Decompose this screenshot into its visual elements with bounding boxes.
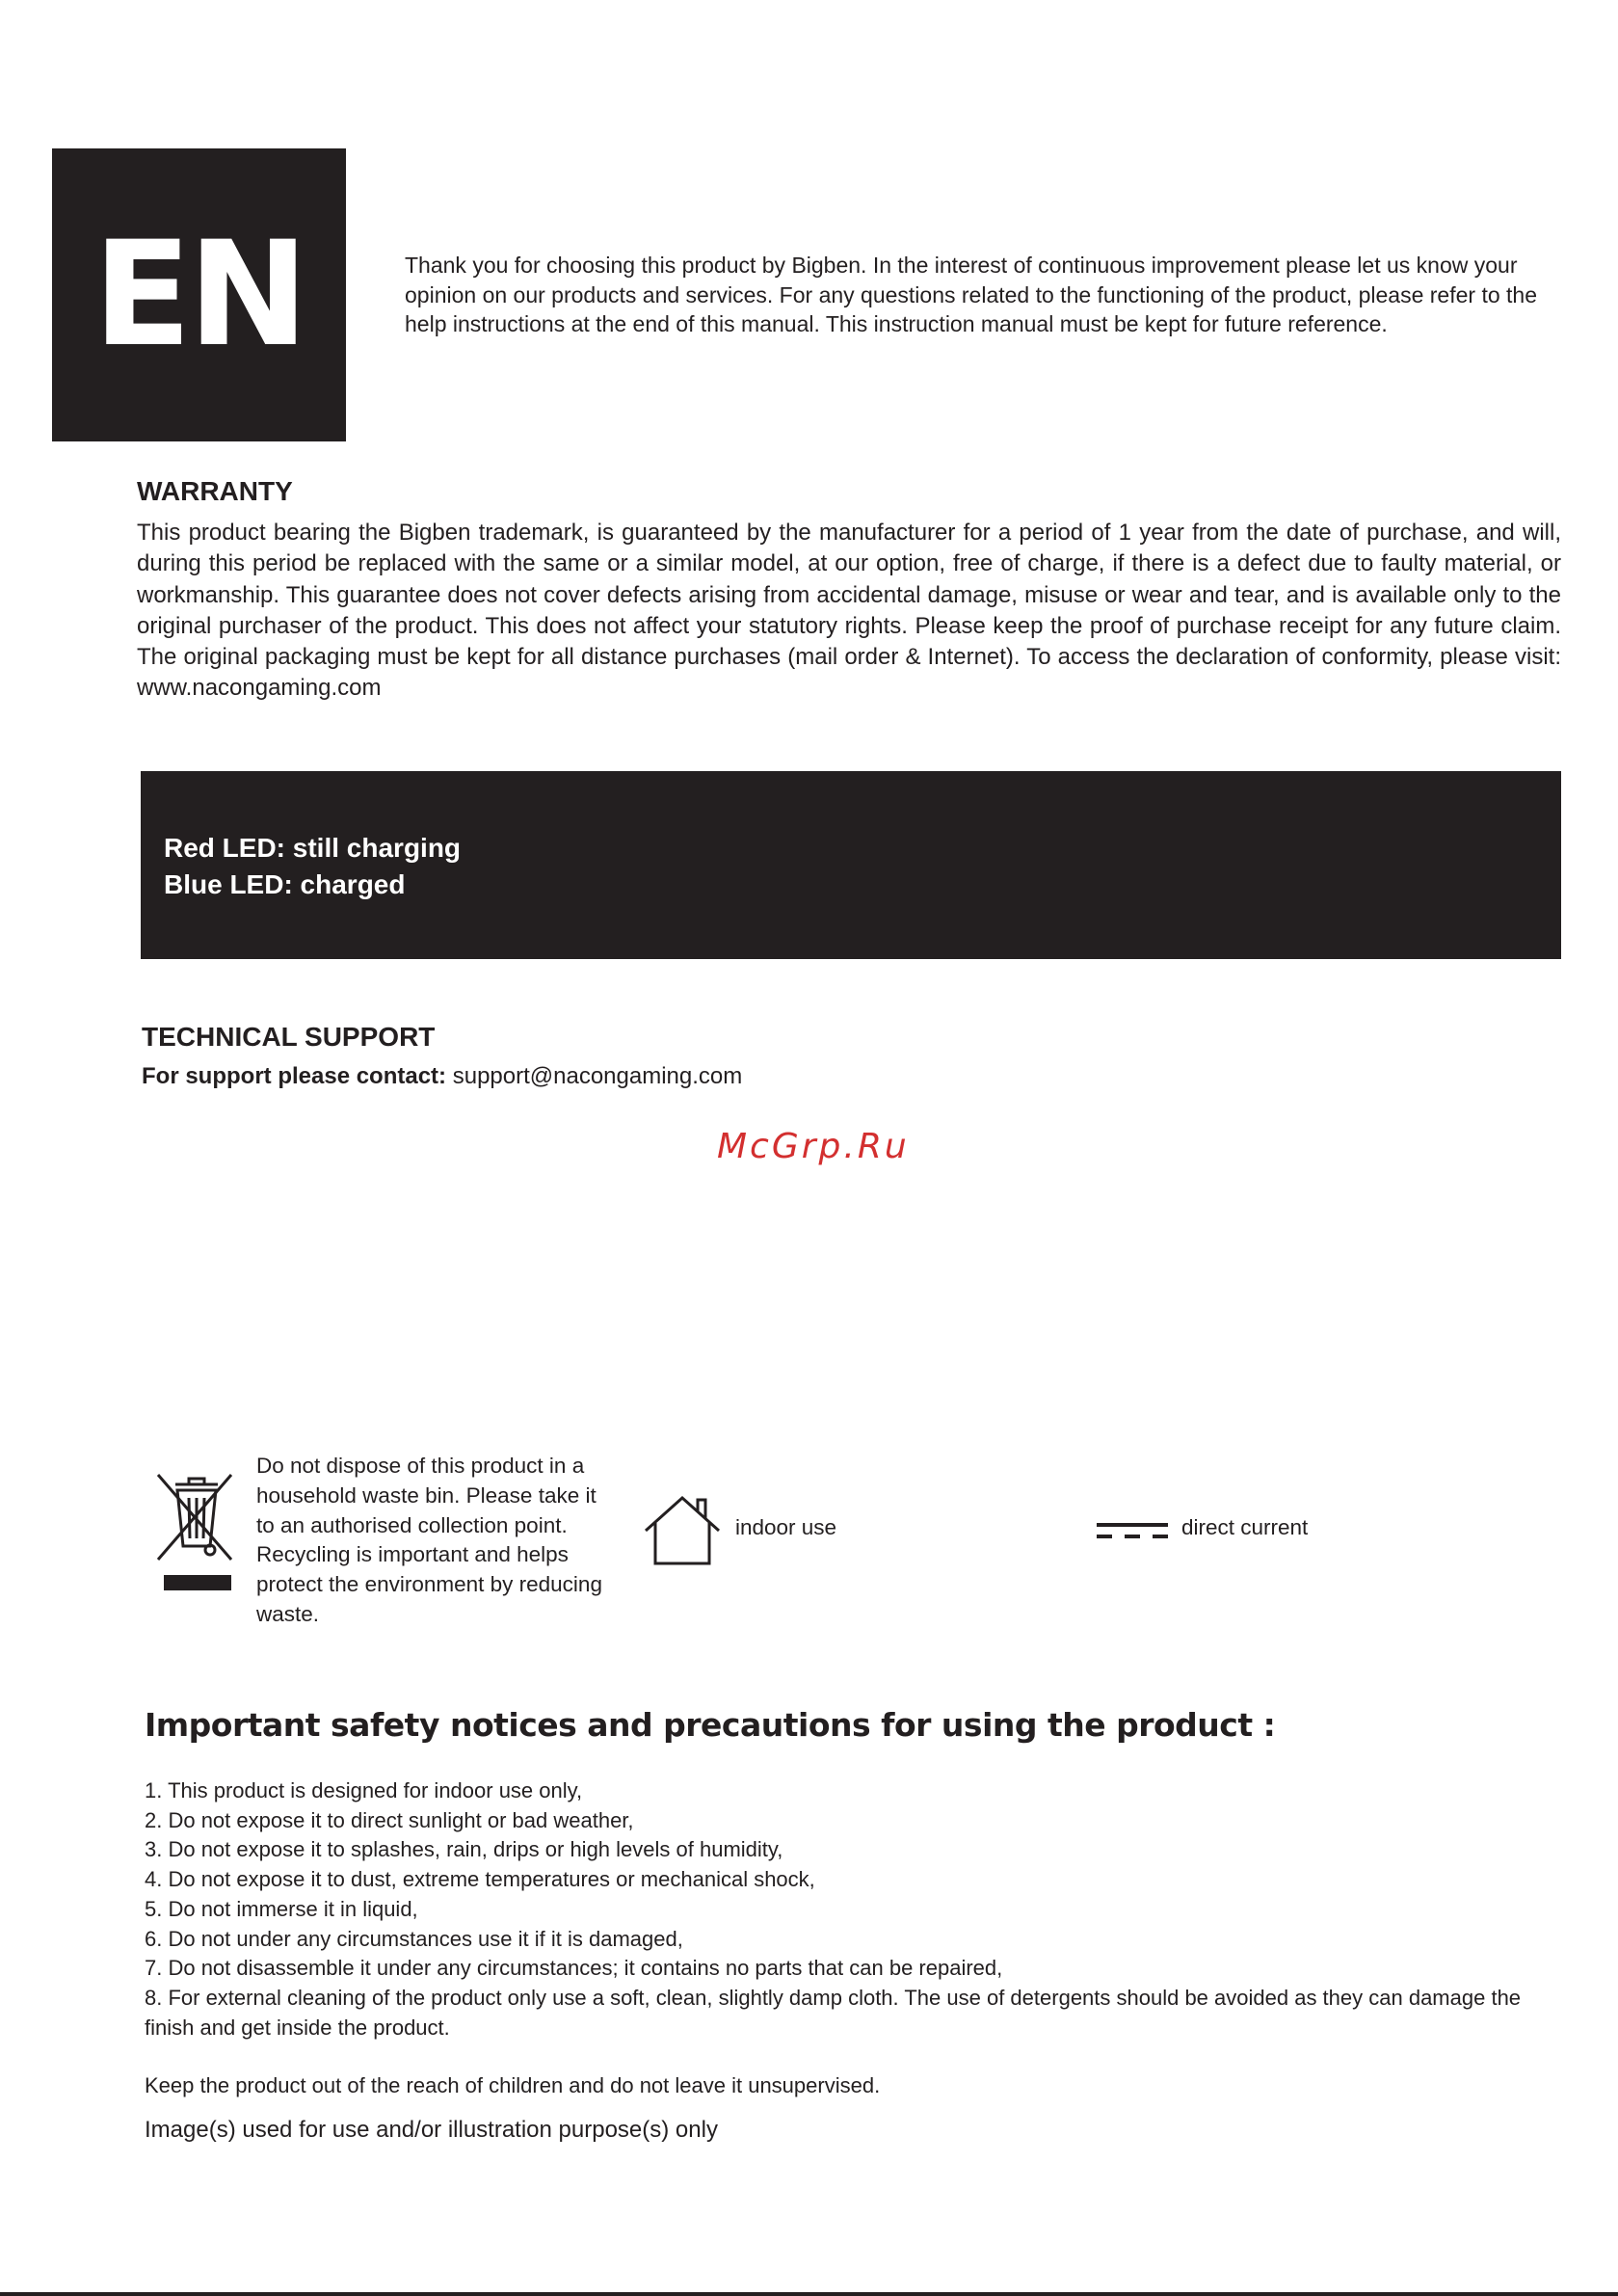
illustration-note: Image(s) used for use and/or illustration purpose(s) only [145,2117,718,2143]
children-note: Keep the product out of the reach of children and do not leave it unsupervised. [145,2073,881,2097]
safety-item: 6. Do not under any circumstances use it if it is damaged, [145,1926,683,1951]
safety-heading: Important safety notices and precautions for using the product : [145,1706,1276,1744]
intro-paragraph: Thank you for choosing this product by Bigben. In the interest of continuous improvement please let us know your opinion on our products and services. For any questions related to the functioning of the product, please refer to the help instructions at the end of this manual. This instruction manual must be kept for future reference. [405,253,1537,336]
support-label: For support please contact: [142,1063,447,1089]
bottom-rule [0,2292,1618,2296]
language-code: EN [93,211,305,379]
direct-current-label: direct current [1181,1515,1309,1539]
support-email[interactable]: support@nacongaming.com [452,1063,743,1089]
safety-item: 1. This product is designed for indoor use only, [145,1778,583,1802]
house-icon [642,1494,723,1567]
support-contact [142,1063,742,1090]
language-badge [52,148,346,441]
safety-item: 2. Do not expose it to direct sunlight or bad weather, [145,1807,634,1832]
safety-item: 3. Do not expose it to splashes, rain, drips or high levels of humidity, [145,1837,783,1862]
safety-item: 8. For external cleaning of the product only use a soft, clean, slightly damp cloth. The use of detergents should be avoided as they can damage the finish and get inside the product. [145,1985,1522,2040]
safety-item: 4. Do not expose it to dust, extreme temperatures or mechanical shock, [145,1867,815,1892]
warranty-body: This product bearing the Bigben trademark, is guaranteed by the manufacturer for a period of 1 year from the date of purchase, and will, during this period be replaced with the same or a similar model, at our option, free of charge, if there is a defect due to faulty material, or workmanship. This guarantee does not cover defects arising from accidental damage, misuse or wear and tear, and is available only to the original purchaser of the product. This does not affect your statutory rights. Please keep the proof of purchase receipt for any future claim. The original packaging must be kept for all distance purchases (mail order & Internet). To access the declaration of conformity, please visit: www.nacongaming.com [137,520,1561,702]
support-heading: TECHNICAL SUPPORT [142,1022,436,1052]
indoor-use-label: indoor use [735,1515,837,1539]
safety-list [145,1776,1566,2042]
led-red-status: Red LED: still charging [164,833,462,863]
led-blue-status: Blue LED: charged [164,869,406,899]
direct-current-icon [1097,1521,1168,1542]
safety-item: 7. Do not disassemble it under any circumstances; it contains no parts that can be repaired, [145,1956,1003,1981]
warranty-heading: WARRANTY [137,476,293,506]
safety-item: 5. Do not immerse it in liquid, [145,1896,418,1921]
crossed-out-wheelie-bin-icon [154,1471,239,1594]
led-status-box [141,771,1561,959]
weee-text: Do not dispose of this product in a household waste bin. Please take it to an authorised collection point. Recycling is important and helps protect the environment by reducing waste. [256,1454,602,1626]
watermark: McGrp.Ru [717,1127,910,1166]
